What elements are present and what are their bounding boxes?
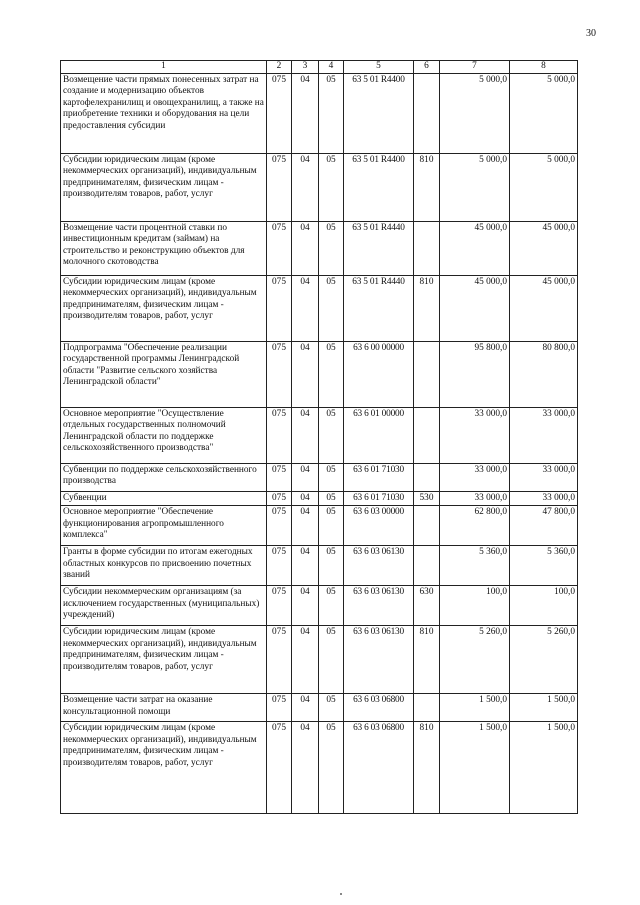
table-row [61,626,578,694]
row-vr: 810 [414,722,440,814]
row-sum1: 33 000,0 [440,463,510,491]
row-sum1: 33 000,0 [440,407,510,463]
row-name: Субвенции [61,491,267,506]
table-row [61,506,578,546]
row-sum2: 5 000,0 [510,153,578,221]
row-vr: 630 [414,586,440,626]
header-col-4: 4 [319,61,344,74]
row-pr: 05 [319,341,344,407]
header-col-1: 1 [61,61,267,74]
row-vr: 810 [414,626,440,694]
row-name: Субсидии юридическим лицам (кроме некоммерческих организаций), индивидуальным предпринимателям, физическим лицам - производителям товаров, работ, услуг [61,275,267,341]
table-row [61,407,578,463]
row-sum2: 1 500,0 [510,722,578,814]
row-sum1: 5 000,0 [440,73,510,153]
row-csr: 63 6 01 71030 [344,463,414,491]
table-row [61,341,578,407]
row-csr: 63 6 00 00000 [344,341,414,407]
row-csr: 63 6 03 06130 [344,626,414,694]
row-sum1: 62 800,0 [440,506,510,546]
row-rz: 04 [292,694,319,722]
row-ved: 075 [267,463,292,491]
row-name: Субсидии юридическим лицам (кроме некоммерческих организаций), индивидуальным предпринимателям, физическим лицам - производителям товаров, работ, услуг [61,722,267,814]
row-pr: 05 [319,694,344,722]
row-vr [414,341,440,407]
row-rz: 04 [292,506,319,546]
row-sum1: 45 000,0 [440,275,510,341]
table-row [61,694,578,722]
row-rz: 04 [292,221,319,275]
row-csr: 63 5 01 R4400 [344,73,414,153]
row-sum2: 80 800,0 [510,341,578,407]
row-name: Основное мероприятие "Осуществление отдельных государственных полномочий Ленинградской области по поддержке сельскохозяйственного производства" [61,407,267,463]
row-name: Гранты в форме субсидии по итогам ежегодных областных конкурсов по присвоению почетных званий [61,546,267,586]
table-row [61,275,578,341]
row-sum1: 5 260,0 [440,626,510,694]
row-sum1: 5 000,0 [440,153,510,221]
row-vr: 810 [414,153,440,221]
row-sum2: 5 000,0 [510,73,578,153]
row-pr: 05 [319,73,344,153]
row-rz: 04 [292,275,319,341]
table-row [61,153,578,221]
row-pr: 05 [319,491,344,506]
row-pr: 05 [319,586,344,626]
row-ved: 075 [267,722,292,814]
row-csr: 63 5 01 R4440 [344,275,414,341]
row-rz: 04 [292,153,319,221]
row-sum2: 33 000,0 [510,407,578,463]
row-pr: 05 [319,722,344,814]
page-number: 30 [586,28,596,39]
row-rz: 04 [292,491,319,506]
row-ved: 075 [267,73,292,153]
row-name: Субсидии юридическим лицам (кроме некоммерческих организаций), индивидуальным предпринимателям, физическим лицам - производителям товаров, работ, услуг [61,153,267,221]
row-sum2: 45 000,0 [510,221,578,275]
row-pr: 05 [319,463,344,491]
row-ved: 075 [267,694,292,722]
row-name: Субвенции по поддержке сельскохозяйственного производства [61,463,267,491]
row-sum1: 1 500,0 [440,722,510,814]
header-col-3: 3 [292,61,319,74]
row-sum2: 1 500,0 [510,694,578,722]
table-row [61,73,578,153]
header-col-2: 2 [267,61,292,74]
header-col-5: 5 [344,61,414,74]
row-vr [414,407,440,463]
row-ved: 075 [267,546,292,586]
row-pr: 05 [319,407,344,463]
row-name: Субсидии юридическим лицам (кроме некоммерческих организаций), индивидуальным предпринимателям, физическим лицам - производителям товаров, работ, услуг [61,626,267,694]
row-rz: 04 [292,586,319,626]
row-sum1: 100,0 [440,586,510,626]
row-csr: 63 5 01 R4440 [344,221,414,275]
row-csr: 63 6 03 06130 [344,586,414,626]
row-sum1: 1 500,0 [440,694,510,722]
row-sum2: 47 800,0 [510,506,578,546]
row-vr: 530 [414,491,440,506]
row-vr [414,694,440,722]
table-row [61,463,578,491]
row-ved: 075 [267,407,292,463]
row-ved: 075 [267,506,292,546]
row-ved: 075 [267,626,292,694]
row-rz: 04 [292,463,319,491]
row-rz: 04 [292,626,319,694]
table-row [61,491,578,506]
row-name: Основное мероприятие "Обеспечение функционирования агропромышленного комплекса" [61,506,267,546]
row-name: Субсидии некоммерческим организациям (за исключением государственных (муниципальных) учреждений) [61,586,267,626]
row-csr: 63 6 03 06800 [344,694,414,722]
row-sum2: 33 000,0 [510,491,578,506]
row-sum2: 100,0 [510,586,578,626]
row-ved: 075 [267,275,292,341]
header-col-7: 7 [440,61,510,74]
row-sum1: 95 800,0 [440,341,510,407]
row-sum1: 33 000,0 [440,491,510,506]
row-pr: 05 [319,153,344,221]
row-rz: 04 [292,722,319,814]
row-vr [414,506,440,546]
row-name: Возмещение части процентной ставки по инвестиционным кредитам (займам) на строительство и реконструкцию объектов для молочного скотоводства [61,221,267,275]
row-csr: 63 6 03 06130 [344,546,414,586]
row-name: Возмещение части прямых понесенных затрат на создание и модернизацию объектов картофелехранилищ и овощехранилищ, а также на приобретение техники и оборудования на цели предоставления субсидии [61,73,267,153]
table-row [61,546,578,586]
row-ved: 075 [267,491,292,506]
row-sum1: 45 000,0 [440,221,510,275]
row-sum2: 33 000,0 [510,463,578,491]
row-rz: 04 [292,341,319,407]
row-csr: 63 6 03 00000 [344,506,414,546]
row-ved: 075 [267,153,292,221]
table-row [61,722,578,814]
header-col-6: 6 [414,61,440,74]
row-rz: 04 [292,407,319,463]
row-pr: 05 [319,546,344,586]
table-row [61,221,578,275]
row-csr: 63 6 03 06800 [344,722,414,814]
row-vr [414,463,440,491]
row-pr: 05 [319,221,344,275]
row-pr: 05 [319,506,344,546]
row-vr [414,221,440,275]
row-sum2: 5 260,0 [510,626,578,694]
row-csr: 63 6 01 00000 [344,407,414,463]
scan-dot [340,893,342,895]
row-pr: 05 [319,626,344,694]
row-sum1: 5 360,0 [440,546,510,586]
row-rz: 04 [292,546,319,586]
row-vr: 810 [414,275,440,341]
row-name: Возмещение части затрат на оказание консультационной помощи [61,694,267,722]
row-csr: 63 6 01 71030 [344,491,414,506]
row-sum2: 5 360,0 [510,546,578,586]
table-row [61,586,578,626]
header-col-8: 8 [510,61,578,74]
row-rz: 04 [292,73,319,153]
row-sum2: 45 000,0 [510,275,578,341]
row-vr [414,73,440,153]
row-vr [414,546,440,586]
row-ved: 075 [267,341,292,407]
row-csr: 63 5 01 R4400 [344,153,414,221]
row-name: Подпрограмма "Обеспечение реализации государственной программы Ленинградской области "Развитие сельского хозяйства Ленинградской области" [61,341,267,407]
row-pr: 05 [319,275,344,341]
row-ved: 075 [267,221,292,275]
budget-table [60,60,578,814]
row-ved: 075 [267,586,292,626]
table-header-row [61,61,578,74]
